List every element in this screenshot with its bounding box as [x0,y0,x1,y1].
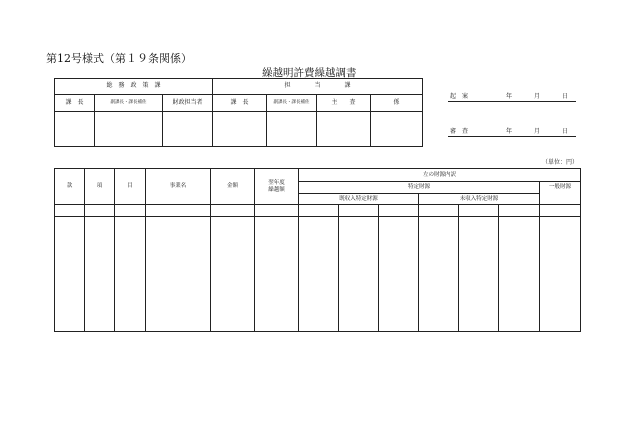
review-day-label: 日 [562,128,569,135]
left-deputy-header: 副課長・課長補佐 [95,95,163,112]
review-date-label: 審 査 [450,128,469,135]
staff-header: 係 [371,95,423,112]
col-specific-source: 特定財源 [299,182,540,194]
review-year-label: 年 [506,128,513,135]
supervisor-header: 主 査 [317,95,371,112]
right-chief-header: 課 長 [213,95,267,112]
header-spacer [55,205,85,217]
col-carryover [255,169,299,205]
unit-note: （単位：円） [541,159,578,166]
entry-cell[interactable] [499,217,540,332]
right-deputy-header: 副課長・課長補佐 [267,95,317,112]
header-spacer [540,205,581,217]
col-general-source: 一般財源 [540,182,581,205]
draft-day-label: 日 [562,93,569,100]
carryover-table [54,168,581,332]
left-chief-header: 課 長 [55,95,95,112]
stamp-cell[interactable] [55,112,95,147]
entry-cell[interactable] [339,217,379,332]
draft-date-line[interactable] [448,89,576,102]
header-spacer [459,205,499,217]
stamp-cell[interactable] [163,112,213,147]
document-title: 繰越明許費繰越調書 [262,67,357,79]
stamp-cell[interactable] [317,112,371,147]
stamp-cell[interactable] [213,112,267,147]
form-number: 第12号様式（第１９条関係） [46,52,192,65]
col-amount: 金額 [211,169,255,205]
table-row [55,217,581,332]
review-month-label: 月 [534,128,541,135]
stamp-cell[interactable] [95,112,163,147]
col-received-specific: 既収入特定財源 [299,194,419,205]
entry-cell[interactable] [379,217,419,332]
approval-stamp-table [54,78,423,147]
finance-officer-header: 財政担当者 [163,95,213,112]
review-date-line[interactable] [448,124,576,137]
entry-cell[interactable] [459,217,499,332]
col-kan: 款 [55,169,85,205]
stamp-cell[interactable] [267,112,317,147]
entry-cell[interactable] [115,217,146,332]
entry-cell[interactable] [540,217,581,332]
admin-policy-division-header: 総 務 政 策 課 [55,79,213,95]
header-spacer [85,205,115,217]
header-spacer [499,205,540,217]
header-spacer [211,205,255,217]
responsible-division-header: 担 当 課 [213,79,423,95]
header-spacer [299,205,339,217]
col-unreceived-specific: 未収入特定財源 [419,194,540,205]
carryover-label-line2: 繰越額 [268,186,285,193]
entry-cell[interactable] [211,217,255,332]
draft-year-label: 年 [506,93,513,100]
entry-cell[interactable] [55,217,85,332]
header-spacer [339,205,379,217]
header-spacer [115,205,146,217]
draft-month-label: 月 [534,93,541,100]
col-kou: 項 [85,169,115,205]
col-breakdown: 左の財源内訳 [299,169,581,182]
header-spacer [146,205,211,217]
entry-cell[interactable] [146,217,211,332]
draft-date-label: 起 案 [450,93,469,100]
col-moku: 目 [115,169,146,205]
stamp-cell[interactable] [371,112,423,147]
header-spacer [419,205,459,217]
header-spacer [255,205,299,217]
header-spacer [379,205,419,217]
entry-cell[interactable] [299,217,339,332]
carryover-label-line1: 翌年度 [268,180,285,187]
entry-cell[interactable] [255,217,299,332]
entry-cell[interactable] [419,217,459,332]
col-project-name: 事業名 [146,169,211,205]
entry-cell[interactable] [85,217,115,332]
